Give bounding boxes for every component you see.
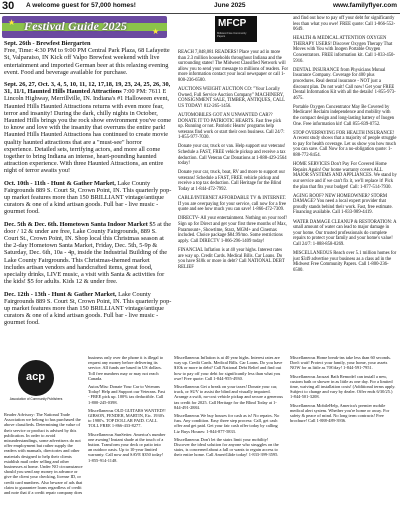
- event-item: [4, 291, 172, 327]
- classified-ad: Miscellaneous Get a break on your taxes! Donate your car, truck, or SUV to assist the blind and visually impaired. Arrange a swift, no-cost vehicle pickup and secure a generous tax credit for 2025. Call Heritage for the Blind Today at 1-844-491-2884.: [174, 384, 283, 410]
- classified-ad: CABLE/INTERNET AFFORDABLE TV & INTERNET. If you are overpaying for your service, call now for a free quote and see how much you can save! 1-866-472-7309.: [178, 196, 287, 213]
- event-text: Lake County Fairgrounds 889 S. Court St, Crown Point, IN. This quarterly pop-up market features more than 150 BRILLIANT vintage/antique curators & one of a kind artisan goods. Full bar - live music - gourmet food.: [4, 179, 172, 216]
- classifieds-column-3: [293, 16, 397, 277]
- festival-events: [4, 40, 172, 332]
- event-item: [4, 221, 172, 286]
- classified-ad: Autos/Misc Donate Your Car to Veterans Today! Help and Support our Veterans. Fast - FREE pick up. 100% tax deductible. Call 1-800-245-0398.: [88, 384, 166, 405]
- bottom-classifieds-4: [290, 355, 396, 426]
- star-icon: ★: [152, 27, 160, 36]
- classified-ad: Donate your car, truck or van. Help support our veterans! Schedule a FAST, FREE vehicle pickup and receive a tax deduction. Call Veteran Car Donations at 1-888-429-2564 today!: [178, 144, 287, 167]
- event-title: Sept. 26, 27, Oct. 3, 4, 5, 10, 11, 12, 17,18, 19, 23, 24, 25, 26, 30, 31, 11/1, Haunted Hills Haunted Attractions: [4, 81, 171, 96]
- classified-ad: Miscellaneous SunSetter. America's number one awning! Instant shade at the touch of a button. Transform your deck or patio into an outdoor oasis. Up to 10-year limited warranty. Call now and SAVE $350 today! 1-855-914-1148.: [88, 431, 166, 463]
- event-text: $5 at the door / 12 & under are free, Lake County Fairgrounds, 889 S. Court St., Crown Point, IN. Shop local this Christmas season at the 2-day Hometown Santa Market, Friday, Dec. 5th, 5-9p & Saturday, Dec. 6th, 10a - 4p, inside the Industrial Building of the Lake County Fairgrounds. This Christmas-themed market includes artisan vendors and handcrafted items, great food, specialty drinks, LIVE music, a visit with Santa & activities for the kids! $5 for adults. Kids 12 & under free.: [4, 220, 172, 286]
- event-title: Dec. 12th - 13th - Hunt & Gather Market,: [4, 290, 117, 298]
- event-item: [4, 40, 172, 76]
- classified-ad: FINANCIAL Inflation is at 40 year highs. Interest rates are way up. Credit Cards. Medical Bills. Car Loans. Do you have $10k or more in debt? Call NATIONAL DEBT RELIEF: [178, 247, 285, 270]
- page-number: 30: [2, 0, 15, 12]
- classified-ad: business only over the phone it is illegal to request any money before delivering its service. All funds are based in US dollars. Toll free numbers may or may not reach Canada.: [88, 355, 164, 381]
- reader-advisory: [4, 412, 84, 498]
- acp-logo-caption: Association of Community Publishers: [9, 397, 63, 401]
- classified-ad: Miscellaneous Home break-ins take less than 60 seconds. Don't wait! Protect your family, your home, your assets NOW for as little as 70¢/day! 1-844-591-7951.: [290, 355, 391, 371]
- classified-ad: DENTAL INSURANCE from Physicians Mutual Insurance Company. Coverage for 400 plus procedures. Real dental insurance - NOT just a discount plan. Do not wait! Call now! Get your FREE Dental Information Kit with all the details! 1-855-973-4675.: [293, 67, 396, 101]
- event-title: Oct. 10th - 11th - Hunt & Gather Market,: [4, 179, 116, 187]
- mfcp-logo: [215, 16, 257, 42]
- classified-ad: HOME SERVICES Don't Pay For Covered Home Repairs Again! Our home warranty covers ALL MAJOR SYSTEMS AND APPLIANCES. We stand by our service and if we can't fix it, we'll replace it! Pick the plan that fits your budget! Call: 1-877-514-7930.: [293, 162, 397, 190]
- event-title: Dec. 5th & Dec. 6th. Hometown Santa Indoor Market: [4, 220, 148, 228]
- classified-ad: HEALTH & MEDICAL ATTENTION OXYGEN THERAPY USERS! Discover Oxygen Therapy That Moves with You with Inogen Portable Oxygen Concentrators. FREE information kit. Call 1-833-450-5916.: [293, 36, 395, 64]
- event-text: Lake County Fairgrounds 889 S. Court St, Crown Point, IN. This quarterly pop-up market features more than 150 BRILLIANT vintage/antique curators & one of a kind artisan goods. Full bar - live music - gourmet food.: [4, 290, 172, 327]
- festival-guide-banner: [2, 16, 167, 38]
- advisory-text: Reader Advisory: The National Trade Association we belong to has purchased the above classifieds. Determining the value of their service or product is advised by this publication. In order to avoid misunderstandings, some advertisers do not offer employment but rather supply the readers with manuals, directories and other materials designed to help their clients establish mail order selling and other businesses at home. Under NO circumstance should you send any money in advance or give the client your checking, license ID, or credit card numbers. Also beware of ads that claim to guarantee loans regardless of credit and note that if a credit repair company does: [4, 412, 83, 496]
- classified-ad: and find out how to pay off your debt for significantly less than what you owe! FREE quote: Call 1-866-552-0649.: [293, 16, 396, 33]
- event-text: 7:00 PM: 7611 E Lincoln Highway, Merrillville, IN. Indiana's #1 Halloween event, Haunted Hills Haunted Attractions returns with even more fear, terror and insanity! During the dark, chilly nights in October, Haunted Hills brings you the rock show environment you've come to know and love with the insanity that overruns the entire park! Haunted Hills Haunted Attractions has continued to create movie quality haunted attractions that are a "must-see" horror experience. Detailed sets, terrifying actors, and more all come together to bring Indiana an intense, heart-pounding haunted attraction experience. With three Haunted Attractions, an entire night of terror awaits you!: [4, 88, 172, 175]
- classified-ad: MISCELLANEOUS Reach over 5.1 million homes for just $349 advertise your business as a class ad in the Midwest Free Community Papers. Call 1-800-236-6500.: [293, 250, 397, 273]
- classified-ad: Miscellaneous MobileHelp, America's premier mobile medical alert system. Whether you're home or away. For safety & peace of mind. No long term contracts! Free brochure! Call 1-888-489-3936.: [290, 402, 390, 424]
- classified-ad: Miscellaneous Jacuzzi Bath Remodel can install a new, custom bath or shower in as little as one day. For a limited time, waiving all installation costs! (Additional terms apply. Subject to change and vary by dealer. Offer ends 6/30/25.) 1-844-501-3208.: [290, 373, 396, 400]
- classified-ad: Miscellaneous Don't let the stairs limit your mobility! Discover the ideal solution for anyone who struggles on the stairs, is concerned about a fall or wants to regain access to their entire home. Call AmeriGlide today! 1-833-399-3595.: [174, 436, 279, 458]
- classified-ad: AGING ROOF? NEW HOMEOWNER? STORM DAMAGE? You need a local expert provider that proudly stands behind their work. Fast, free estimate. Financing available. Call 1-833-989-4419.: [293, 193, 393, 216]
- star-icon: ★: [8, 18, 16, 27]
- classified-ad: DIRECTV- All your entertainment. Nothing on your roof! Sign up for Direct and get your first three months of Max, Paramount+, Showtime, Starz, MGM+ and Cinemax included. Choice package $84.99/mo. Some restrictions apply. Call DIRECTV 1-866-296-1409 today!: [178, 216, 287, 244]
- classified-ad: Miscellaneous We buy houses for cash as is! No repairs. No fuss. Any condition. Easy three step process: Call, get cash offer and get paid. Get your fair cash offer today by calling Liz Buys Houses: 1-844-877-5833.: [174, 413, 280, 434]
- classified-ad: Miscellaneous OLD GUITARS WANTED!! GIBSON, FENDER, MARTIN, Etc. 1930's to 1980's. TOP DOLLAR PAID. CALL TOLL FREE 1-866-433-8277.: [88, 407, 166, 429]
- classified-ad: WATER DAMAGE CLEANUP & RESTORATION: A small amount of water can lead to major damage in your home. Our trusted professionals do complete repairs to protect your family and your home's value! Call 24/7: 1-888-858-0269.: [293, 219, 397, 247]
- event-item: [4, 81, 172, 175]
- mfcp-logo-subtitle: Midwest Free Community Papers: [217, 32, 247, 38]
- welcome-tagline: A welcome guest for 57,000 homes!: [26, 2, 136, 9]
- classifieds-column-2: [178, 50, 288, 274]
- classified-ad: AUCTIONS WEIGHT AUCTION CO: "Your Locally Owned, Full Service Auction Company" MACHINERY, CONSIGNMENT SALE, TIMBER, ANTIQUES, CALL US TODAY! 812-265-1456.: [178, 87, 285, 109]
- acp-logo-mark: acp: [26, 371, 45, 383]
- classified-ad: STOP OVERPAYING FOR HEALTH INSURANCE! A recent study shows that a majority of people struggle to pay for health coverage. Let us show you how much you can save. Call Now for a no-obligation quote: 1-888-772-8454.: [293, 130, 397, 159]
- site-url[interactable]: www.familyflyer.com: [332, 2, 397, 9]
- banner-title: Festival Guide 2025: [24, 19, 128, 33]
- classified-ad: REACH 7,848,081 READERS! Place your ad in more than 2.3 million households throughout Indiana and the surrounding states! The Midwest Classified Network will allow you to send your message to millions of readers. For more information contact your local newspaper or call 1-800-236-6500.: [178, 50, 289, 83]
- event-item: [4, 180, 172, 216]
- classified-ad: AUTOMOBILES GOT AN UNWANTED CAR?? DONATE IT TO PATRIOTIC HEARTS. Fast free pick up. Running or not. Patriotic Hearts' programs help veterans find work or start their own business. Call 24/7: 1-855-977-7030.: [178, 112, 285, 141]
- bottom-classifieds-3: [174, 355, 284, 461]
- bottom-classifieds-2: [88, 355, 166, 466]
- classified-ad: Donate your car, truck, boat, RV and more to support our veterans! Schedule a FAST, FREE vehicle pickup and receive a top tax deduction. Call Heritage for the Blind Today at 1-844-472-7992.: [178, 170, 286, 193]
- classified-ad: Portable Oxygen Concentrator May Be Covered by Medicare! Reclaim independence and mobility with the compact design and long-lasting battery of Inogen One. Free information kit! Call 855-839-0752.: [293, 104, 395, 127]
- event-title: Sept. 26th - Brewfest Biergarten: [4, 40, 91, 47]
- event-text: Free, Time: 4:30 PM to 9:00 PM Central Park Plaza, 68 Lafayette St, Valparaiso, IN Kick off Valpo Brewfest weekend with live entertainment and imported German beer at this relaxing evening event. Food and beverage available for purchase.: [4, 47, 170, 76]
- page-header: [0, 0, 400, 14]
- classified-ad: Miscellaneous Inflation is at 40 year highs. Interest rates are way up. Credit Cards. Medical Bills. Car Loans. Do you have $10k or more in debt? Call National Debt Relief and find out how to pay off your debt for significantly less than what you owe! Free quote: Call 1-844-955-4930.: [174, 355, 283, 381]
- issue-date: June 2025: [214, 2, 246, 9]
- acp-logo: [4, 360, 68, 408]
- mfcp-logo-mark: MFCP: [218, 18, 247, 29]
